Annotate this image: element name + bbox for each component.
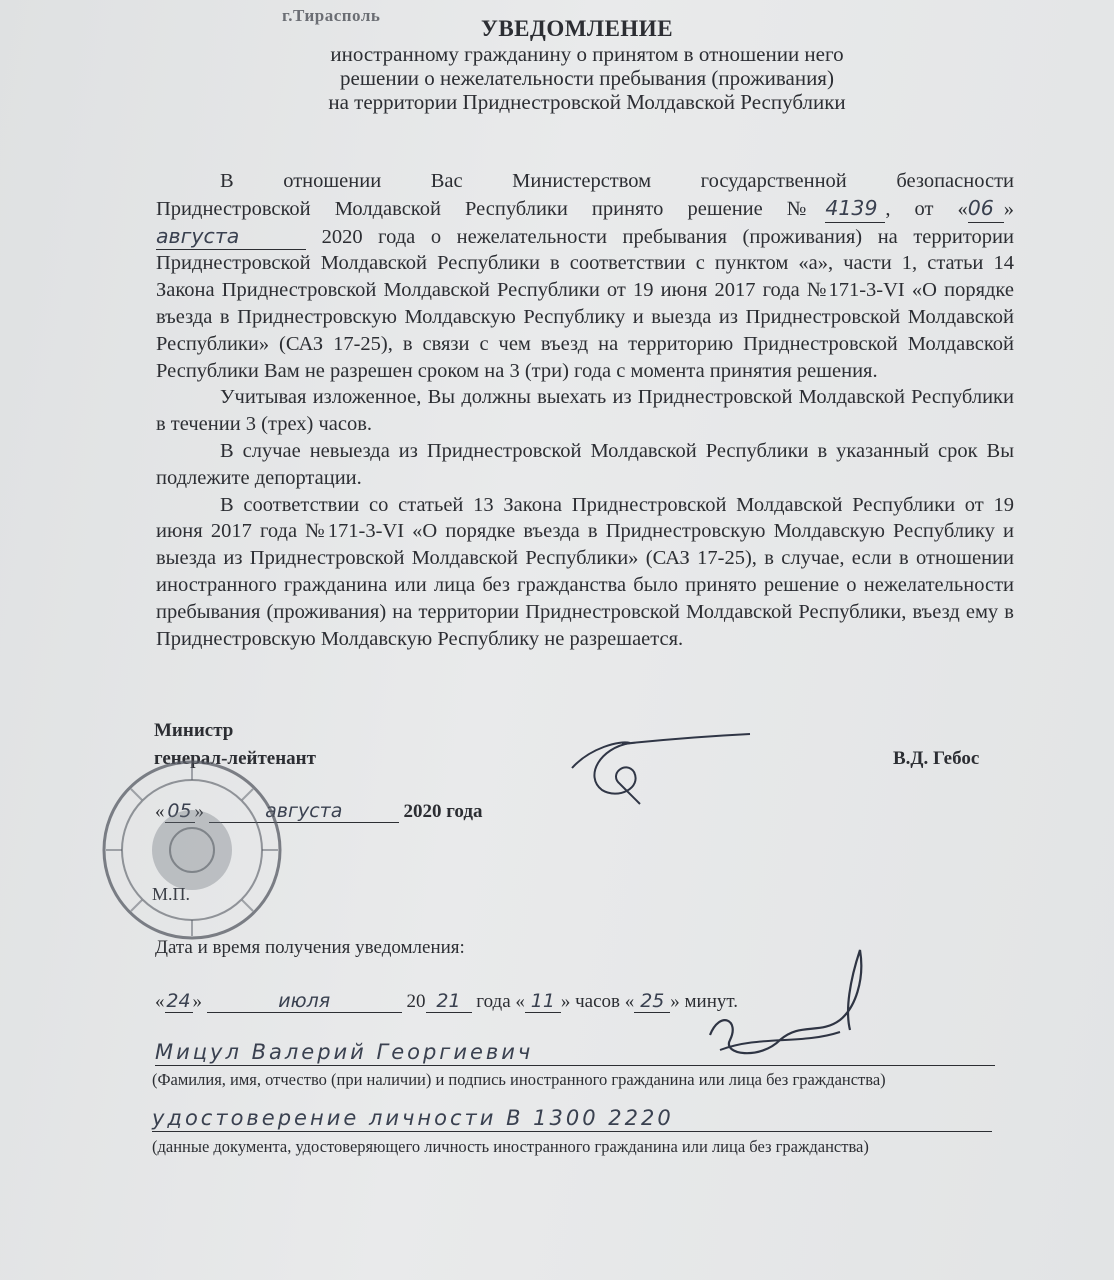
decision-day-field: 06 xyxy=(968,195,1004,223)
decision-number-field: 4139 xyxy=(825,195,885,223)
name-caption: (Фамилия, имя, отчество (при наличии) и подпись иностранного гражданина или лица без гражданства) xyxy=(152,1070,886,1089)
signing-day: 05 xyxy=(165,800,195,823)
receipt-datetime-row: « 24 » июля 20 21 года « 11 » часов « 25 » минут. xyxy=(155,990,739,1012)
receipt-label: Дата и время получения уведомления: xyxy=(155,937,465,958)
id-document-line xyxy=(152,1106,992,1132)
receipt-minutes: 25 xyxy=(634,990,670,1013)
minister-signature xyxy=(560,728,760,818)
city-stamp: г.Тирасполь xyxy=(282,6,381,25)
stamp-label: М.П. xyxy=(152,884,191,904)
signing-date: « 05 » августа 2020 года xyxy=(155,800,483,822)
recipient-full-name: Мицул Валерий Георгиевич xyxy=(155,1040,534,1064)
minister-rank: генерал-лейтенант xyxy=(154,748,316,769)
para1-rest: Приднестровской Молдавской Республики в соответствии с пунктом «а», части 1, статьи 14 Закона Приднестровской Молдавской Республики от 19 июня 2017 года №171-3-VI «О порядке въезда в Приднестровскую Молдавскую Республику и выезда из Приднестровской Молдавской Республики» (САЗ 17-25), в связи с чем въезд на территорию Приднестровской Молдавской Республики Вам не разрешен сроком на 3 (три) года с момента принятия решения. xyxy=(156,252,1014,382)
recipient-name-line xyxy=(155,1040,995,1066)
para1-line1: В отношении Вас Министерством государственной безопасности xyxy=(220,170,1014,192)
receipt-hours: 11 xyxy=(525,990,561,1013)
signing-month: августа xyxy=(209,800,399,823)
notice-body xyxy=(156,168,1014,652)
receipt-day: 24 xyxy=(166,990,191,1012)
subtitle-line-2: решении о нежелательности пребывания (проживания) xyxy=(340,66,834,90)
para1-line3: августа 2020 года о нежелательности пребывания (проживания) на территории xyxy=(156,223,1014,251)
para1-line2: Приднестровской Молдавской Республики принято решение №4139 , от «06 » xyxy=(156,195,1014,223)
official-seal-icon xyxy=(92,750,292,950)
subtitle-line-3: на территории Приднестровской Молдавской Республики xyxy=(328,90,846,114)
minister-name: В.Д. Гебос xyxy=(893,748,980,769)
para4: В соответствии со статьей 13 Закона Приднестровской Молдавской Республики от 19 июня 2017 года №171-3-VI «О порядке въезда в Приднестровскую Молдавскую Республику и выезда из Приднестровской Молдавской Республики» (САЗ 17-25), в случае, если в отношении иностранного гражданина или лица без гражданства было принято решение о нежелательности пребывания (проживания) на территории Приднестровской Молдавской Республики, въезд ему в Приднестровскую Молдавскую Республику не разрешается. xyxy=(156,493,1014,650)
receipt-month: июля xyxy=(207,990,402,1013)
document-caption: (данные документа, удостоверяющего личность иностранного гражданина или лица без гражданства) xyxy=(152,1137,869,1156)
subtitle-line-1: иностранному гражданину о принятом в отношении него xyxy=(330,42,844,66)
minister-title: Министр xyxy=(154,720,234,741)
decision-month-field: августа xyxy=(156,223,306,251)
para3: В случае невыезда из Приднестровской Молдавской Республики в указанный срок Вы подлежите депортации. xyxy=(156,439,1014,489)
document-title: УВЕДОМЛЕНИЕ xyxy=(480,16,674,41)
id-document-value: удостоверение личности В 1300 2220 xyxy=(152,1106,674,1130)
receipt-year: 21 xyxy=(426,990,472,1013)
para2: Учитывая изложенное, Вы должны выехать из Приднестровской Молдавской Республики в течении 3 (трех) часов. xyxy=(156,386,1014,436)
